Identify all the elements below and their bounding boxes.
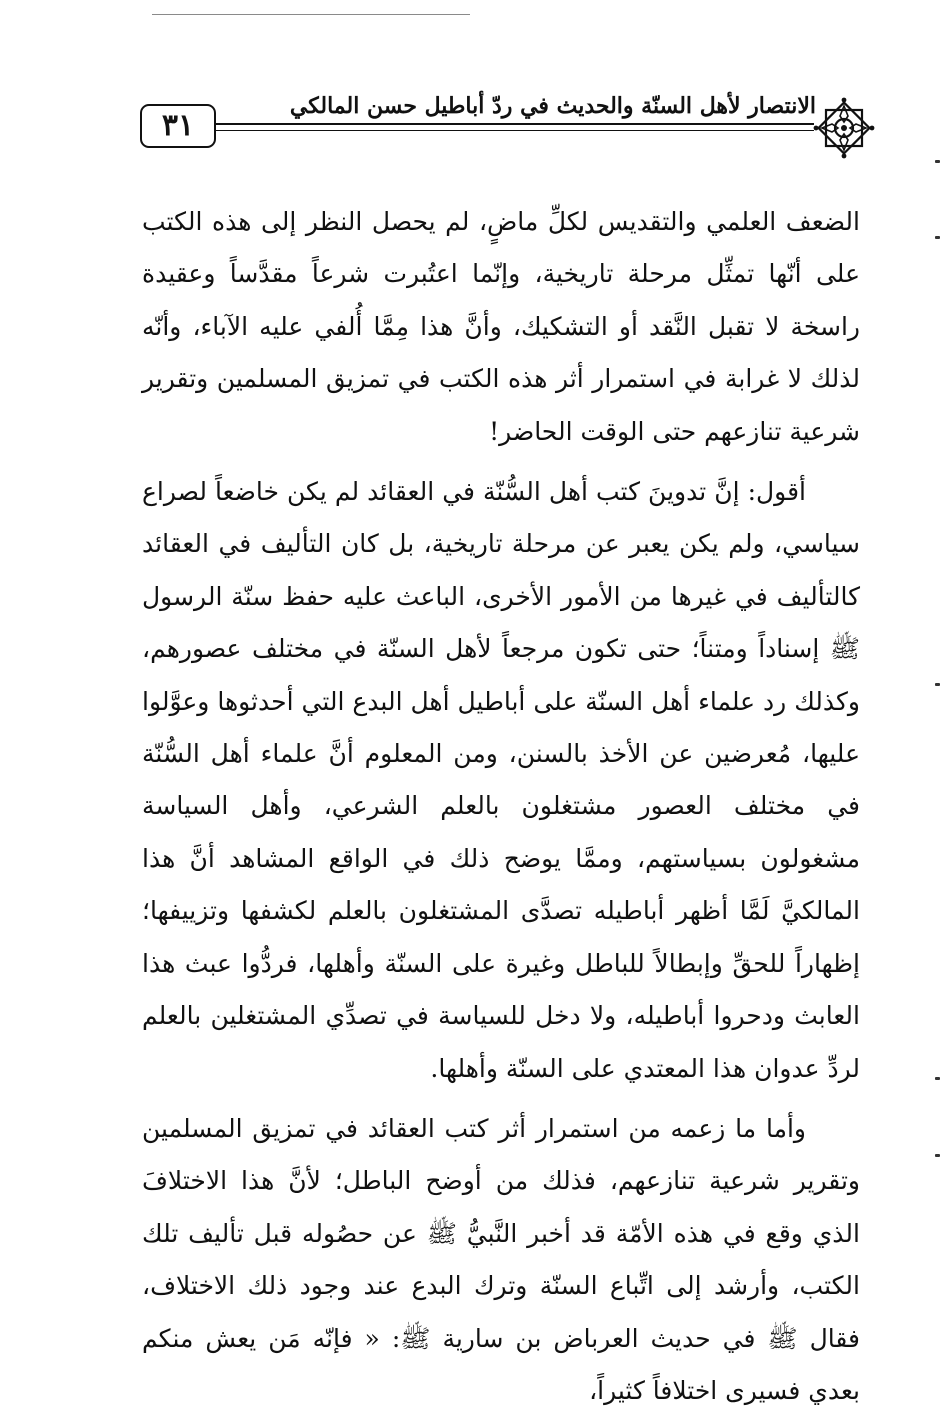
top-scan-rule xyxy=(152,14,470,15)
paragraph-2: أقول: إنَّ تدوينَ كتب أهل السُّنّة في العقائد لم يكن خاضعاً لصراع سياسي، ولم يكن يعبر عن مرحلة تاريخية، بل كان التأليف في العقائد كالتأليف في غيرها من الأمور الأخرى، الباعث عليه حفظ سنّة الرسول ﷺ إسناداً ومتناً؛ حتى تكون مرجعاً لأهل السنّة في مختلف عصورهم، وكذلك رد علماء أهل السنّة على أباطيل أهل البدع التي أحدثوها وعوَّلوا عليها، مُعرضين عن الأخذ بالسنن، ومن المعلوم أنَّ علماء أهل السُّنّة في مختلف العصور مشتغلون بالعلم الشرعي، وأهل السياسة مشغولون بسياستهم، وممَّا يوضح ذلك في الواقع المشاهد أنَّ هذا المالكيَّ لَمَّا أظهر أباطيله تصدَّى المشتغلون بالعلم لكشفها وتزييفها؛ إظهاراً للحقِّ وإبطالاً للباطل وغيرة على السنّة وأهلها، فردُّوا عبث هذا العابث ودحروا أباطيله، ولا دخل للسياسة في تصدِّي المشتغلين بالعلم لردِّ عدوان هذا المعتدي على السنّة وأهلها. xyxy=(142,477,860,1083)
margin-mark xyxy=(935,683,940,686)
header-rule xyxy=(216,123,814,131)
margin-mark xyxy=(935,236,940,239)
octagram-ornament-icon xyxy=(812,96,876,160)
page-header xyxy=(140,92,872,162)
margin-mark xyxy=(935,160,940,163)
running-title: الانتصار لأهل السنّة والحديث في ردّ أباطيل حسن المالكي xyxy=(286,90,822,122)
page-number: ٣١ xyxy=(161,108,195,143)
page-number-box xyxy=(140,104,216,148)
paragraph-3: وأما ما زعمه من استمرار أثر كتب العقائد في تمزيق المسلمين وتقرير شرعية تنازعهم، فذلك من أوضح الباطل؛ لأنَّ هذا الاختلافَ الذي وقع في هذه الأمّة قد أخبر النَّبيُّ ﷺ عن حصُوله قبل تأليف تلك الكتب، وأرشد إلى اتِّباع السنّة وترك البدع عند وجود ذلك الاختلاف، فقال ﷺ في حديث العرباض بن سارية ﷺ: « فإنّه مَن يعش منكم بعدي فسيرى اختلافاً كثيراً، xyxy=(142,1113,860,1405)
margin-mark xyxy=(935,1154,940,1157)
margin-mark xyxy=(935,1077,940,1080)
paragraph-1: الضعف العلمي والتقديس لكلِّ ماضٍ، لم يحصل النظر إلى هذه الكتب على أنّها تمثِّل مرحلة تاريخية، وإنّما اعتُبرت شرعاً مقدَّساً وعقيدة راسخة لا تقبل النَّقد أو التشكيك، وأنَّ هذا مِمَّا أُلفي عليه الآباء، وأنّه لذلك لا غرابة في استمرار أثر هذه الكتب في تمزيق المسلمين وتقرير شرعية تنازعهم حتى الوقت الحاضر! xyxy=(142,207,860,446)
page-body xyxy=(142,196,860,1417)
